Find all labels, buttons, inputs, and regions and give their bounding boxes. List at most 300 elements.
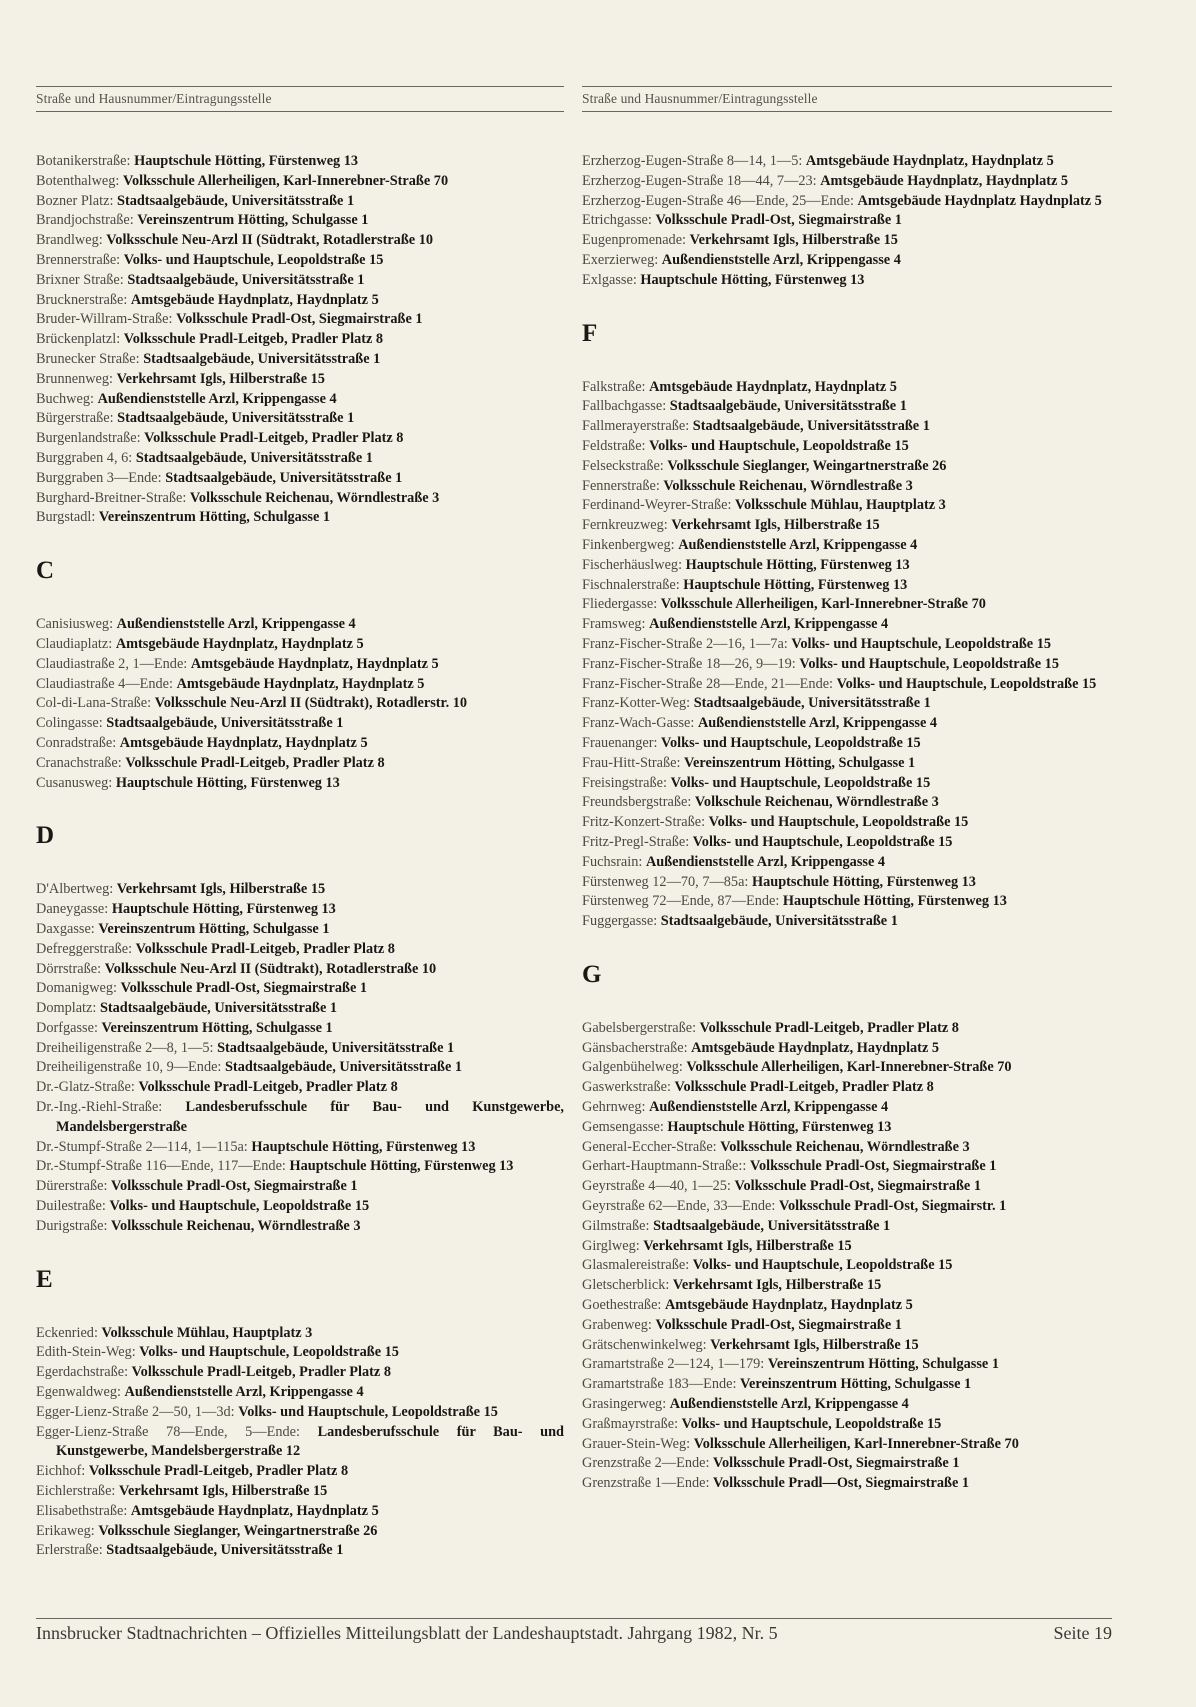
registration-office: Hauptschule Hötting, Fürstenweg 13 xyxy=(115,774,340,791)
street-name: Burggraben 4, 6: xyxy=(36,449,133,466)
column-header: Straße und Hausnummer/Eintragungsstelle xyxy=(582,86,1112,112)
list-item xyxy=(36,1383,564,1403)
street-name: Etrichgasse: xyxy=(582,212,652,229)
street-name: Buchweg: xyxy=(36,390,94,407)
registration-office: Landesberufsschule für Bau- und Kunstgewerbe, Mandelsbergerstraße xyxy=(56,1099,564,1135)
list-item xyxy=(582,192,1112,212)
registration-office: Stadtsaalgebäude, Universitätsstraße 1 xyxy=(143,350,381,367)
registration-office: Volks- und Hauptschule, Leopoldstraße 15 xyxy=(799,655,1059,672)
registration-office: Amtsgebäude Haydnplatz, Haydnplatz 5 xyxy=(190,655,439,672)
registration-office: Volks- und Hauptschule, Leopoldstraße 15 xyxy=(123,251,384,268)
registration-office: Außendienststelle Arzl, Krippengasse 4 xyxy=(661,251,901,268)
registration-office: Volksschule Pradl-Leitgeb, Pradler Platz 8 xyxy=(144,430,404,447)
street-name: Dürerstraße: xyxy=(36,1178,108,1195)
street-name: Domanigweg: xyxy=(36,980,117,997)
street-name: Fernkreuzweg: xyxy=(582,517,668,534)
list-item xyxy=(36,655,564,675)
list-item xyxy=(36,999,564,1019)
list-item xyxy=(36,960,564,980)
list-item xyxy=(582,892,1112,912)
column-header: Straße und Hausnummer/Eintragungsstelle xyxy=(36,86,564,112)
street-name: Framsweg: xyxy=(582,616,646,633)
street-name: Domplatz: xyxy=(36,1000,97,1017)
street-name: Brunecker Straße: xyxy=(36,350,140,367)
street-name: Bozner Platz: xyxy=(36,192,114,209)
list-item xyxy=(582,378,1112,398)
street-name: Elisabethstraße: xyxy=(36,1502,128,1519)
street-name: Graßmayrstraße: xyxy=(582,1415,679,1432)
registration-office: Verkehrsamt Igls, Hilberstraße 15 xyxy=(710,1336,919,1353)
registration-office: Volksschule Pradl—Ost, Siegmairstraße 1 xyxy=(713,1475,970,1492)
list-item xyxy=(582,1078,1112,1098)
list-item xyxy=(36,489,564,509)
street-name: Grenzstraße 1—Ende: xyxy=(582,1475,710,1492)
list-item xyxy=(36,409,564,429)
registration-office: Stadtsaalgebäude, Universitätsstraße 1 xyxy=(653,1217,891,1234)
entry-list xyxy=(582,1019,1112,1494)
registration-office: Außendienststelle Arzl, Krippengasse 4 xyxy=(678,536,918,553)
registration-office: Volksschule Allerheiligen, Karl-Innerebner-Straße 70 xyxy=(660,596,986,613)
street-name: Brennerstraße: xyxy=(36,251,121,268)
list-item xyxy=(582,152,1112,172)
list-item xyxy=(582,1058,1112,1078)
list-item xyxy=(582,595,1112,615)
registration-office: Vereinszentrum Hötting, Schulgasse 1 xyxy=(98,920,330,937)
list-item xyxy=(582,1217,1112,1237)
registration-office: Volksschule Pradl-Leitgeb, Pradler Platz 8 xyxy=(138,1079,398,1096)
list-item xyxy=(36,192,564,212)
list-item xyxy=(36,635,564,655)
list-item xyxy=(36,251,564,271)
list-item xyxy=(36,1019,564,1039)
registration-office: Volksschule Pradl-Leitgeb, Pradler Platz 8 xyxy=(699,1019,959,1036)
list-item xyxy=(36,920,564,940)
list-item xyxy=(582,271,1112,291)
registration-office: Volksschule Pradl-Ost, Siegmairstraße 1 xyxy=(655,1316,902,1333)
list-item xyxy=(36,1541,564,1561)
registration-office: Volksschule Reichenau, Wörndlestraße 3 xyxy=(720,1138,970,1155)
list-item xyxy=(582,417,1112,437)
street-name: Brückenplatzl: xyxy=(36,331,121,348)
registration-office: Verkehrsamt Igls, Hilberstraße 15 xyxy=(118,1483,328,1500)
registration-office: Volksschule Allerheiligen, Karl-Innerebner-Straße 70 xyxy=(686,1059,1012,1076)
registration-office: Volksschule Pradl-Leitgeb, Pradler Platz 8 xyxy=(135,940,395,957)
list-item xyxy=(36,1177,564,1197)
registration-office: Volksschule Neu-Arzl II (Südtrakt), Rotadlerstraße 10 xyxy=(104,960,437,977)
street-name: Grenzstraße 2—Ende: xyxy=(582,1455,710,1472)
street-name: Frau-Hitt-Straße: xyxy=(582,754,681,771)
street-name: Dr.-Ing.-Riehl-Straße: xyxy=(36,1099,163,1116)
list-item xyxy=(582,1316,1112,1336)
list-item xyxy=(582,793,1112,813)
list-item xyxy=(36,211,564,231)
registration-office: Volks- und Hauptschule, Leopoldstraße 15 xyxy=(692,833,953,850)
street-name: Durigstraße: xyxy=(36,1217,108,1234)
registration-office: Amtsgebäude Haydnplatz, Haydnplatz 5 xyxy=(691,1039,940,1056)
street-name: Fürstenweg 12—70, 7—85a: xyxy=(582,873,749,890)
registration-office: Amtsgebäude Haydnplatz, Haydnplatz 5 xyxy=(649,378,897,395)
list-item xyxy=(36,390,564,410)
list-item xyxy=(582,1197,1112,1217)
street-name: Frauenanger: xyxy=(582,734,658,751)
street-name: Fallmerayerstraße: xyxy=(582,418,690,435)
section-letter-f: F xyxy=(582,319,598,347)
registration-office: Volksschule Pradl-Ost, Siegmairstraße 1 xyxy=(176,311,423,328)
list-item xyxy=(582,833,1112,853)
list-item xyxy=(582,1039,1112,1059)
street-name: Dr.-Glatz-Straße: xyxy=(36,1079,135,1096)
registration-office: Volksschule Pradl-Ost, Siegmairstraße 1 xyxy=(120,980,368,997)
list-item xyxy=(36,469,564,489)
street-name: Gehrnweg: xyxy=(582,1099,646,1116)
registration-office: Hauptschule Hötting, Fürstenweg 13 xyxy=(751,873,976,890)
list-item xyxy=(582,853,1112,873)
street-name: Gerhart-Hauptmann-Straße:: xyxy=(582,1158,747,1175)
street-name: Fritz-Konzert-Straße: xyxy=(582,814,706,831)
list-item xyxy=(36,1482,564,1502)
registration-office: Amtsgebäude Haydnplatz, Haydnplatz 5 xyxy=(664,1297,913,1314)
registration-office: Hauptschule Hötting, Fürstenweg 13 xyxy=(640,271,865,288)
street-name: Glasmalereistraße: xyxy=(582,1257,690,1274)
registration-office: Verkehrsamt Igls, Hilberstraße 15 xyxy=(116,370,325,387)
list-item xyxy=(582,1415,1112,1435)
list-item xyxy=(36,900,564,920)
list-item xyxy=(36,1058,564,1078)
list-item xyxy=(36,1217,564,1237)
street-name: Brandjochstraße: xyxy=(36,212,134,229)
registration-office: Volksschule Pradl-Leitgeb, Pradler Platz 8 xyxy=(125,754,385,771)
street-name: Brixner Straße: xyxy=(36,271,124,288)
street-name: Burgenlandstraße: xyxy=(36,430,141,447)
publication-line: Innsbrucker Stadtnachrichten – Offizielles Mitteilungsblatt der Landeshauptstadt. Jahrgang 1982, Nr. 5 xyxy=(36,1623,778,1643)
registration-office: Amtsgebäude Haydnplatz, Haydnplatz 5 xyxy=(176,675,425,692)
right-column xyxy=(582,86,1112,1494)
street-name: Cranachstraße: xyxy=(36,754,122,771)
street-name: Edith-Stein-Weg: xyxy=(36,1344,136,1361)
section-letter-d: D xyxy=(36,822,55,850)
street-name: Falkstraße: xyxy=(582,378,646,395)
list-item xyxy=(582,1375,1112,1395)
list-item xyxy=(582,1355,1112,1375)
list-item xyxy=(582,556,1112,576)
registration-office: Stadtsaalgebäude, Universitätsstraße 1 xyxy=(99,1000,338,1017)
street-name: Bruder-Willram-Straße: xyxy=(36,311,173,328)
street-name: Eichhof: xyxy=(36,1463,86,1480)
list-item xyxy=(582,1276,1112,1296)
list-item xyxy=(36,1138,564,1158)
registration-office: Amtsgebäude Haydnplatz, Haydnplatz 5 xyxy=(820,172,1069,189)
registration-office: Volksschule Allerheiligen, Karl-Innerebner-Straße 70 xyxy=(122,172,449,189)
street-name: Gänsbacherstraße: xyxy=(582,1039,688,1056)
registration-office: Volksschule Sieglanger, Weingartnerstraße 26 xyxy=(667,457,947,474)
list-item xyxy=(36,615,564,635)
section-letter-e: E xyxy=(36,1265,53,1293)
list-item xyxy=(36,1197,564,1217)
left-entries xyxy=(36,152,564,1561)
registration-office: Volks- und Hauptschule, Leopoldstraße 15 xyxy=(681,1415,942,1432)
registration-office: Volksschule Pradl-Ost, Siegmairstraße 1 xyxy=(734,1178,981,1195)
street-name: Dorfgasse: xyxy=(36,1019,98,1036)
registration-office: Vereinszentrum Hötting, Schulgasse 1 xyxy=(101,1019,333,1036)
list-item xyxy=(582,675,1112,695)
registration-office: Außendienststelle Arzl, Krippengasse 4 xyxy=(649,1099,889,1116)
street-name: Claudiaplatz: xyxy=(36,635,113,652)
registration-office: Stadtsaalgebäude, Universitätsstraße 1 xyxy=(693,695,931,712)
street-name: Fallbachgasse: xyxy=(582,398,667,415)
street-name: Egger-Lienz-Straße 2—50, 1—3d: xyxy=(36,1403,235,1420)
street-name: Fennerstraße: xyxy=(582,477,660,494)
street-name: Egerdachstraße: xyxy=(36,1364,129,1381)
street-name: Exerzierweg: xyxy=(582,251,659,268)
registration-office: Amtsgebäude Haydnplatz, Haydnplatz 5 xyxy=(119,734,368,751)
list-item xyxy=(582,211,1112,231)
registration-office: Volksschule Pradl-Leitgeb, Pradler Platz 8 xyxy=(674,1079,934,1096)
registration-office: Landesberufsschule für Bau- und Kunstgewerbe, Mandelsbergerstraße 12 xyxy=(56,1423,564,1460)
list-item xyxy=(582,251,1112,271)
entry-list xyxy=(36,880,564,1236)
registration-office: Hauptschule Hötting, Fürstenweg 13 xyxy=(289,1158,514,1175)
list-item xyxy=(36,734,564,754)
list-item xyxy=(582,496,1112,516)
list-item xyxy=(36,880,564,900)
street-name: Feldstraße: xyxy=(582,437,646,454)
registration-office: Außendienststelle Arzl, Krippengasse 4 xyxy=(116,616,356,633)
registration-office: Stadtsaalgebäude, Universitätsstraße 1 xyxy=(106,715,344,732)
registration-office: Volksschule Mühlau, Hauptplatz 3 xyxy=(101,1324,313,1341)
registration-office: Hauptschule Hötting, Fürstenweg 13 xyxy=(134,153,359,169)
registration-office: Außendienststelle Arzl, Krippengasse 4 xyxy=(697,715,938,732)
registration-office: Hauptschule Hötting, Fürstenweg 13 xyxy=(111,901,336,918)
list-item xyxy=(582,457,1112,477)
registration-office: Stadtsaalgebäude, Universitätsstraße 1 xyxy=(106,1542,344,1559)
registration-office: Verkehrsamt Igls, Hilberstraße 15 xyxy=(116,881,326,898)
street-name: Franz-Fischer-Straße 18—26, 9—19: xyxy=(582,655,796,672)
street-name: Egger-Lienz-Straße 78—Ende, 5—Ende: xyxy=(36,1423,300,1440)
list-item xyxy=(582,1474,1112,1494)
street-name: Franz-Fischer-Straße 28—Ende, 21—Ende: xyxy=(582,675,834,692)
registration-office: Volks- und Hauptschule, Leopoldstraße 15 xyxy=(109,1198,370,1215)
list-item xyxy=(36,350,564,370)
street-name: Fuchsrain: xyxy=(582,853,643,870)
street-name: Duilestraße: xyxy=(36,1198,106,1215)
list-item xyxy=(36,271,564,291)
list-item xyxy=(36,714,564,734)
street-name: Botenthalweg: xyxy=(36,172,120,189)
registration-office: Volksschule Pradl-Ost, Siegmairstraße 1 xyxy=(111,1178,358,1195)
list-item xyxy=(582,813,1112,833)
list-item xyxy=(582,172,1112,192)
entry-list xyxy=(36,1324,564,1562)
list-item xyxy=(582,1019,1112,1039)
registration-office: Außendienststelle Arzl, Krippengasse 4 xyxy=(669,1396,909,1413)
registration-office: Volksschule Reichenau, Wörndlestraße 3 xyxy=(111,1217,361,1234)
registration-office: Volksschule Reichenau, Wörndlestraße 3 xyxy=(189,489,440,506)
list-item xyxy=(36,449,564,469)
registration-office: Volks- und Hauptschule, Leopoldstraße 15 xyxy=(708,814,969,831)
street-name: Botanikerstraße: xyxy=(36,153,131,169)
list-item xyxy=(582,1454,1112,1474)
registration-office: Hauptschule Hötting, Fürstenweg 13 xyxy=(683,576,908,593)
registration-office: Verkehrsamt Igls, Hilberstraße 15 xyxy=(672,1277,882,1294)
registration-office: Stadtsaalgebäude, Universitätsstraße 1 xyxy=(217,1039,455,1056)
street-name: D'Albertweg: xyxy=(36,881,114,898)
street-name: Gaswerkstraße: xyxy=(582,1079,671,1096)
street-name: Claudiastraße 2, 1—Ende: xyxy=(36,655,188,672)
list-item xyxy=(36,1502,564,1522)
street-name: General-Eccher-Straße: xyxy=(582,1138,717,1155)
list-item xyxy=(36,330,564,350)
street-name: Eichlerstraße: xyxy=(36,1483,116,1500)
registration-office: Amtsgebäude Haydnplatz Haydnplatz 5 xyxy=(857,192,1102,209)
street-name: Ferdinand-Weyrer-Straße: xyxy=(582,497,732,514)
registration-office: Volks- und Hauptschule, Leopoldstraße 15 xyxy=(649,437,909,454)
street-name: Grasingerweg: xyxy=(582,1396,667,1413)
registration-office: Volks- und Hauptschule, Leopoldstraße 15 xyxy=(791,635,1052,652)
registration-office: Vereinszentrum Hötting, Schulgasse 1 xyxy=(684,754,916,771)
list-item xyxy=(582,873,1112,893)
street-name: Freisingstraße: xyxy=(582,774,667,791)
registration-office: Volksschule Pradl-Leitgeb, Pradler Platz 8 xyxy=(123,331,384,348)
section-letter-c: C xyxy=(36,557,55,585)
entry-list xyxy=(582,378,1112,932)
street-name: Brunnenweg: xyxy=(36,370,114,387)
registration-office: Stadtsaalgebäude, Universitätsstraße 1 xyxy=(135,449,373,466)
registration-office: Hauptschule Hötting, Fürstenweg 13 xyxy=(251,1138,476,1155)
street-name: Gemsengasse: xyxy=(582,1118,664,1135)
registration-office: Amtsgebäude Haydnplatz, Haydnplatz 5 xyxy=(130,291,379,308)
list-item xyxy=(36,1462,564,1482)
street-name: Felseckstraße: xyxy=(582,457,664,474)
list-item xyxy=(36,754,564,774)
street-name: Eckenried: xyxy=(36,1324,98,1341)
street-name: Geyrstraße 62—Ende, 33—Ende: xyxy=(582,1198,776,1215)
street-name: Defreggerstraße: xyxy=(36,940,133,957)
registration-office: Verkehrsamt Igls, Hilberstraße 15 xyxy=(689,232,898,249)
street-name: Brandlweg: xyxy=(36,232,103,249)
street-name: Fliedergasse: xyxy=(582,596,658,613)
registration-office: Volkschule Reichenau, Wörndlestraße 3 xyxy=(694,794,939,811)
list-item xyxy=(582,477,1112,497)
street-name: Finkenbergweg: xyxy=(582,536,675,553)
street-name: Gilmstraße: xyxy=(582,1217,650,1234)
street-name: Erikaweg: xyxy=(36,1522,95,1539)
registration-office: Hauptschule Hötting, Fürstenweg 13 xyxy=(685,556,910,573)
street-name: Gabelsbergerstraße: xyxy=(582,1019,697,1036)
list-item xyxy=(582,754,1112,774)
entry-list xyxy=(36,152,564,528)
street-name: Burgstadl: xyxy=(36,509,96,526)
registration-office: Amtsgebäude Haydnplatz, Haydnplatz 5 xyxy=(115,635,364,652)
street-name: Grauer-Stein-Weg: xyxy=(582,1435,691,1452)
list-item xyxy=(36,152,564,172)
list-item xyxy=(582,1395,1112,1415)
entry-list xyxy=(36,615,564,793)
registration-office: Vereinszentrum Hötting, Schulgasse 1 xyxy=(98,509,331,526)
street-name: Dreiheiligenstraße 2—8, 1—5: xyxy=(36,1039,214,1056)
list-item xyxy=(582,1256,1112,1276)
street-name: Exlgasse: xyxy=(582,271,637,288)
street-name: Fürstenweg 72—Ende, 87—Ende: xyxy=(582,893,780,910)
street-name: Colingasse: xyxy=(36,715,103,732)
list-item xyxy=(36,291,564,311)
registration-office: Vereinszentrum Hötting, Schulgasse 1 xyxy=(767,1356,999,1373)
registration-office: Stadtsaalgebäude, Universitätsstraße 1 xyxy=(692,418,930,435)
registration-office: Volksschule Mühlau, Hauptplatz 3 xyxy=(735,497,946,514)
list-item xyxy=(36,370,564,390)
street-name: Gletscherblick: xyxy=(582,1277,670,1294)
list-item xyxy=(36,1343,564,1363)
list-item xyxy=(36,694,564,714)
registration-office: Hauptschule Hötting, Fürstenweg 13 xyxy=(782,893,1007,910)
list-item xyxy=(36,940,564,960)
list-item xyxy=(582,714,1112,734)
street-name: Daneygasse: xyxy=(36,901,109,918)
list-item xyxy=(36,1522,564,1542)
registration-office: Vereinszentrum Hötting, Schulgasse 1 xyxy=(137,212,369,229)
registration-office: Stadtsaalgebäude, Universitätsstraße 1 xyxy=(669,398,907,415)
street-name: Col-di-Lana-Straße: xyxy=(36,695,152,712)
list-item xyxy=(36,1078,564,1098)
registration-office: Volksschule Pradl-Leitgeb, Pradler Platz 8 xyxy=(88,1463,349,1480)
registration-office: Volks- und Hauptschule, Leopoldstraße 15 xyxy=(661,734,921,751)
street-name: Gramartstraße 183—Ende: xyxy=(582,1376,737,1393)
registration-office: Stadtsaalgebäude, Universitätsstraße 1 xyxy=(117,192,355,209)
list-item xyxy=(582,516,1112,536)
street-name: Franz-Kotter-Weg: xyxy=(582,695,691,712)
street-name: Eugenpromenade: xyxy=(582,232,687,249)
street-name: Freundsbergstraße: xyxy=(582,794,692,811)
list-item xyxy=(36,774,564,794)
list-item xyxy=(582,1138,1112,1158)
street-name: Cusanusweg: xyxy=(36,774,113,791)
street-name: Fischnalerstraße: xyxy=(582,576,680,593)
street-name: Canisiusweg: xyxy=(36,616,114,633)
list-item xyxy=(36,172,564,192)
page-footer xyxy=(36,1618,1112,1644)
street-name: Dörrstraße: xyxy=(36,960,102,977)
registration-office: Volksschule Pradl-Ost, Siegmairstraße 1 xyxy=(713,1455,960,1472)
list-item xyxy=(582,1336,1112,1356)
list-item xyxy=(36,1157,564,1177)
list-item xyxy=(582,774,1112,794)
registration-office: Volksschule Pradl-Ost, Siegmairstraße 1 xyxy=(749,1158,997,1175)
list-item xyxy=(36,1403,564,1423)
list-item xyxy=(36,1363,564,1383)
list-item xyxy=(36,1098,564,1138)
street-name: Burggraben 3—Ende: xyxy=(36,469,162,486)
registration-office: Verkehrsamt Igls, Hilberstraße 15 xyxy=(671,517,880,534)
list-item xyxy=(582,536,1112,556)
registration-office: Außendienststelle Arzl, Krippengasse 4 xyxy=(124,1384,364,1401)
street-name: Erzherzog-Eugen-Straße 8—14, 1—5: xyxy=(582,153,803,169)
street-name: Grätschenwinkelweg: xyxy=(582,1336,707,1353)
list-item xyxy=(582,655,1112,675)
list-item xyxy=(36,429,564,449)
street-name: Galgenbühelweg: xyxy=(582,1059,683,1076)
list-item xyxy=(36,1039,564,1059)
street-name: Dr.-Stumpf-Straße 116—Ende, 117—Ende: xyxy=(36,1158,286,1175)
registration-office: Volks- und Hauptschule, Leopoldstraße 15 xyxy=(692,1257,953,1274)
street-name: Erzherzog-Eugen-Straße 18—44, 7—23: xyxy=(582,172,817,189)
registration-office: Volks- und Hauptschule, Leopoldstraße 15 xyxy=(139,1344,399,1361)
registration-office: Verkehrsamt Igls, Hilberstraße 15 xyxy=(643,1237,852,1254)
list-item xyxy=(582,1237,1112,1257)
street-name: Claudiastraße 4—Ende: xyxy=(36,675,173,692)
registration-office: Hauptschule Hötting, Fürstenweg 13 xyxy=(667,1118,892,1135)
registration-office: Außendienststelle Arzl, Krippengasse 4 xyxy=(649,616,889,633)
registration-office: Stadtsaalgebäude, Universitätsstraße 1 xyxy=(127,271,365,288)
registration-office: Volksschule Neu-Arzl II (Südtrakt), Rotadlerstr. 10 xyxy=(154,695,468,712)
